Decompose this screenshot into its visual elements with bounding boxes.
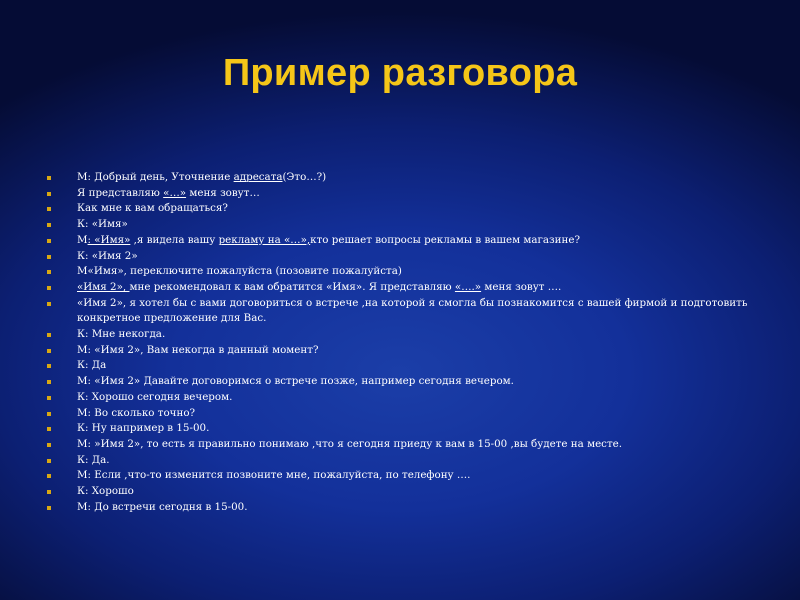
dialogue-line [44,186,754,202]
line-text: меня зовут …. [481,280,562,293]
square-bullet-icon [47,239,51,243]
dialogue-line [44,280,754,296]
line-text: Я представляю [77,186,164,199]
square-bullet-icon [47,506,51,510]
square-bullet-icon [47,176,51,180]
line-text: К: Хорошо [77,485,134,498]
square-bullet-icon [47,474,51,478]
line-text: К: Да [77,359,107,372]
square-bullet-icon [47,427,51,431]
dialogue-line [44,421,754,437]
dialogue-line [44,468,754,484]
dialogue-line [44,296,754,327]
line-text: М«Имя», переключите пожалуйста (позовите пожалуйста) [77,265,402,278]
line-text: М: «Имя 2» Давайте договоримся о встрече позже, например сегодня вечером. [77,375,514,388]
square-bullet-icon [47,490,51,494]
square-bullet-icon [47,349,51,353]
line-text: М: »Имя 2», то есть я правильно понимаю ,что я сегодня приеду к вам в 15-00 ,вы будете на месте. [77,437,623,450]
dialogue-line [44,390,754,406]
dialogue-line [44,201,754,217]
dialogue-line [44,437,754,453]
line-text: К: «Имя» [77,218,128,231]
square-bullet-icon [47,255,51,259]
dialogue-list [44,170,754,515]
line-text: М: Добрый день, Уточнение [77,171,234,183]
dialogue-line [44,484,754,500]
dialogue-line [44,500,754,516]
line-text: К: Ну например в 15-00. [77,422,210,435]
line-text: меня зовут… [186,186,260,199]
dialogue-line [44,249,754,265]
dialogue-line [44,327,754,343]
line-text: ,я видела вашу [130,233,219,246]
line-text: К: «Имя 2» [77,249,138,262]
underlined-text: «…» [163,186,187,199]
underlined-text: адресата [233,171,283,183]
square-bullet-icon [47,223,51,227]
dialogue-line [44,170,754,186]
line-text: М: «Имя 2», Вам некогда в данный момент? [77,343,319,356]
square-bullet-icon [47,443,51,447]
line-text: М: Во сколько точно? [77,406,196,419]
square-bullet-icon [47,286,51,290]
underlined-text: «….» [454,280,482,293]
slide-title: Пример разговора [222,52,578,94]
dialogue-line [44,343,754,359]
square-bullet-icon [47,364,51,368]
square-bullet-icon [47,396,51,400]
square-bullet-icon [47,412,51,416]
line-text: К: Да. [77,453,110,466]
line-text: М: Если ,что-то изменится позвоните мне, пожалуйста, по телефону …. [77,469,471,482]
dialogue-line [44,217,754,233]
square-bullet-icon [47,459,51,463]
dialogue-line [44,406,754,422]
underlined-text: рекламу на «…», [218,233,311,246]
underlined-text: «Имя 2», [77,280,130,293]
line-text: К: Хорошо сегодня вечером. [77,390,233,403]
dialogue-line [44,264,754,280]
line-text: (Это…?) [282,171,327,183]
line-text: М: До встречи сегодня в 15-00. [77,500,248,513]
square-bullet-icon [47,333,51,337]
dialogue-line [44,374,754,390]
square-bullet-icon [47,270,51,274]
square-bullet-icon [47,192,51,196]
line-text: «Имя 2», я хотел бы с вами договориться о встрече ,на которой я смогла бы познакомится с вашей фирмой и подготовить конкретное предложение для Вас. [77,296,748,325]
dialogue-line [44,453,754,469]
square-bullet-icon [47,380,51,384]
line-text: кто решает вопросы рекламы в вашем магазине? [310,233,580,246]
line-text: К: Мне некогда. [77,328,166,341]
square-bullet-icon [47,302,51,306]
underlined-text: : «Имя» [87,233,131,246]
square-bullet-icon [47,207,51,211]
line-text: М [77,233,88,246]
dialogue-line [44,233,754,249]
dialogue-line [44,358,754,374]
line-text: мне рекомендовал к вам обратится «Имя». Я представляю [129,280,455,293]
line-text: Как мне к вам обращаться? [77,202,228,215]
